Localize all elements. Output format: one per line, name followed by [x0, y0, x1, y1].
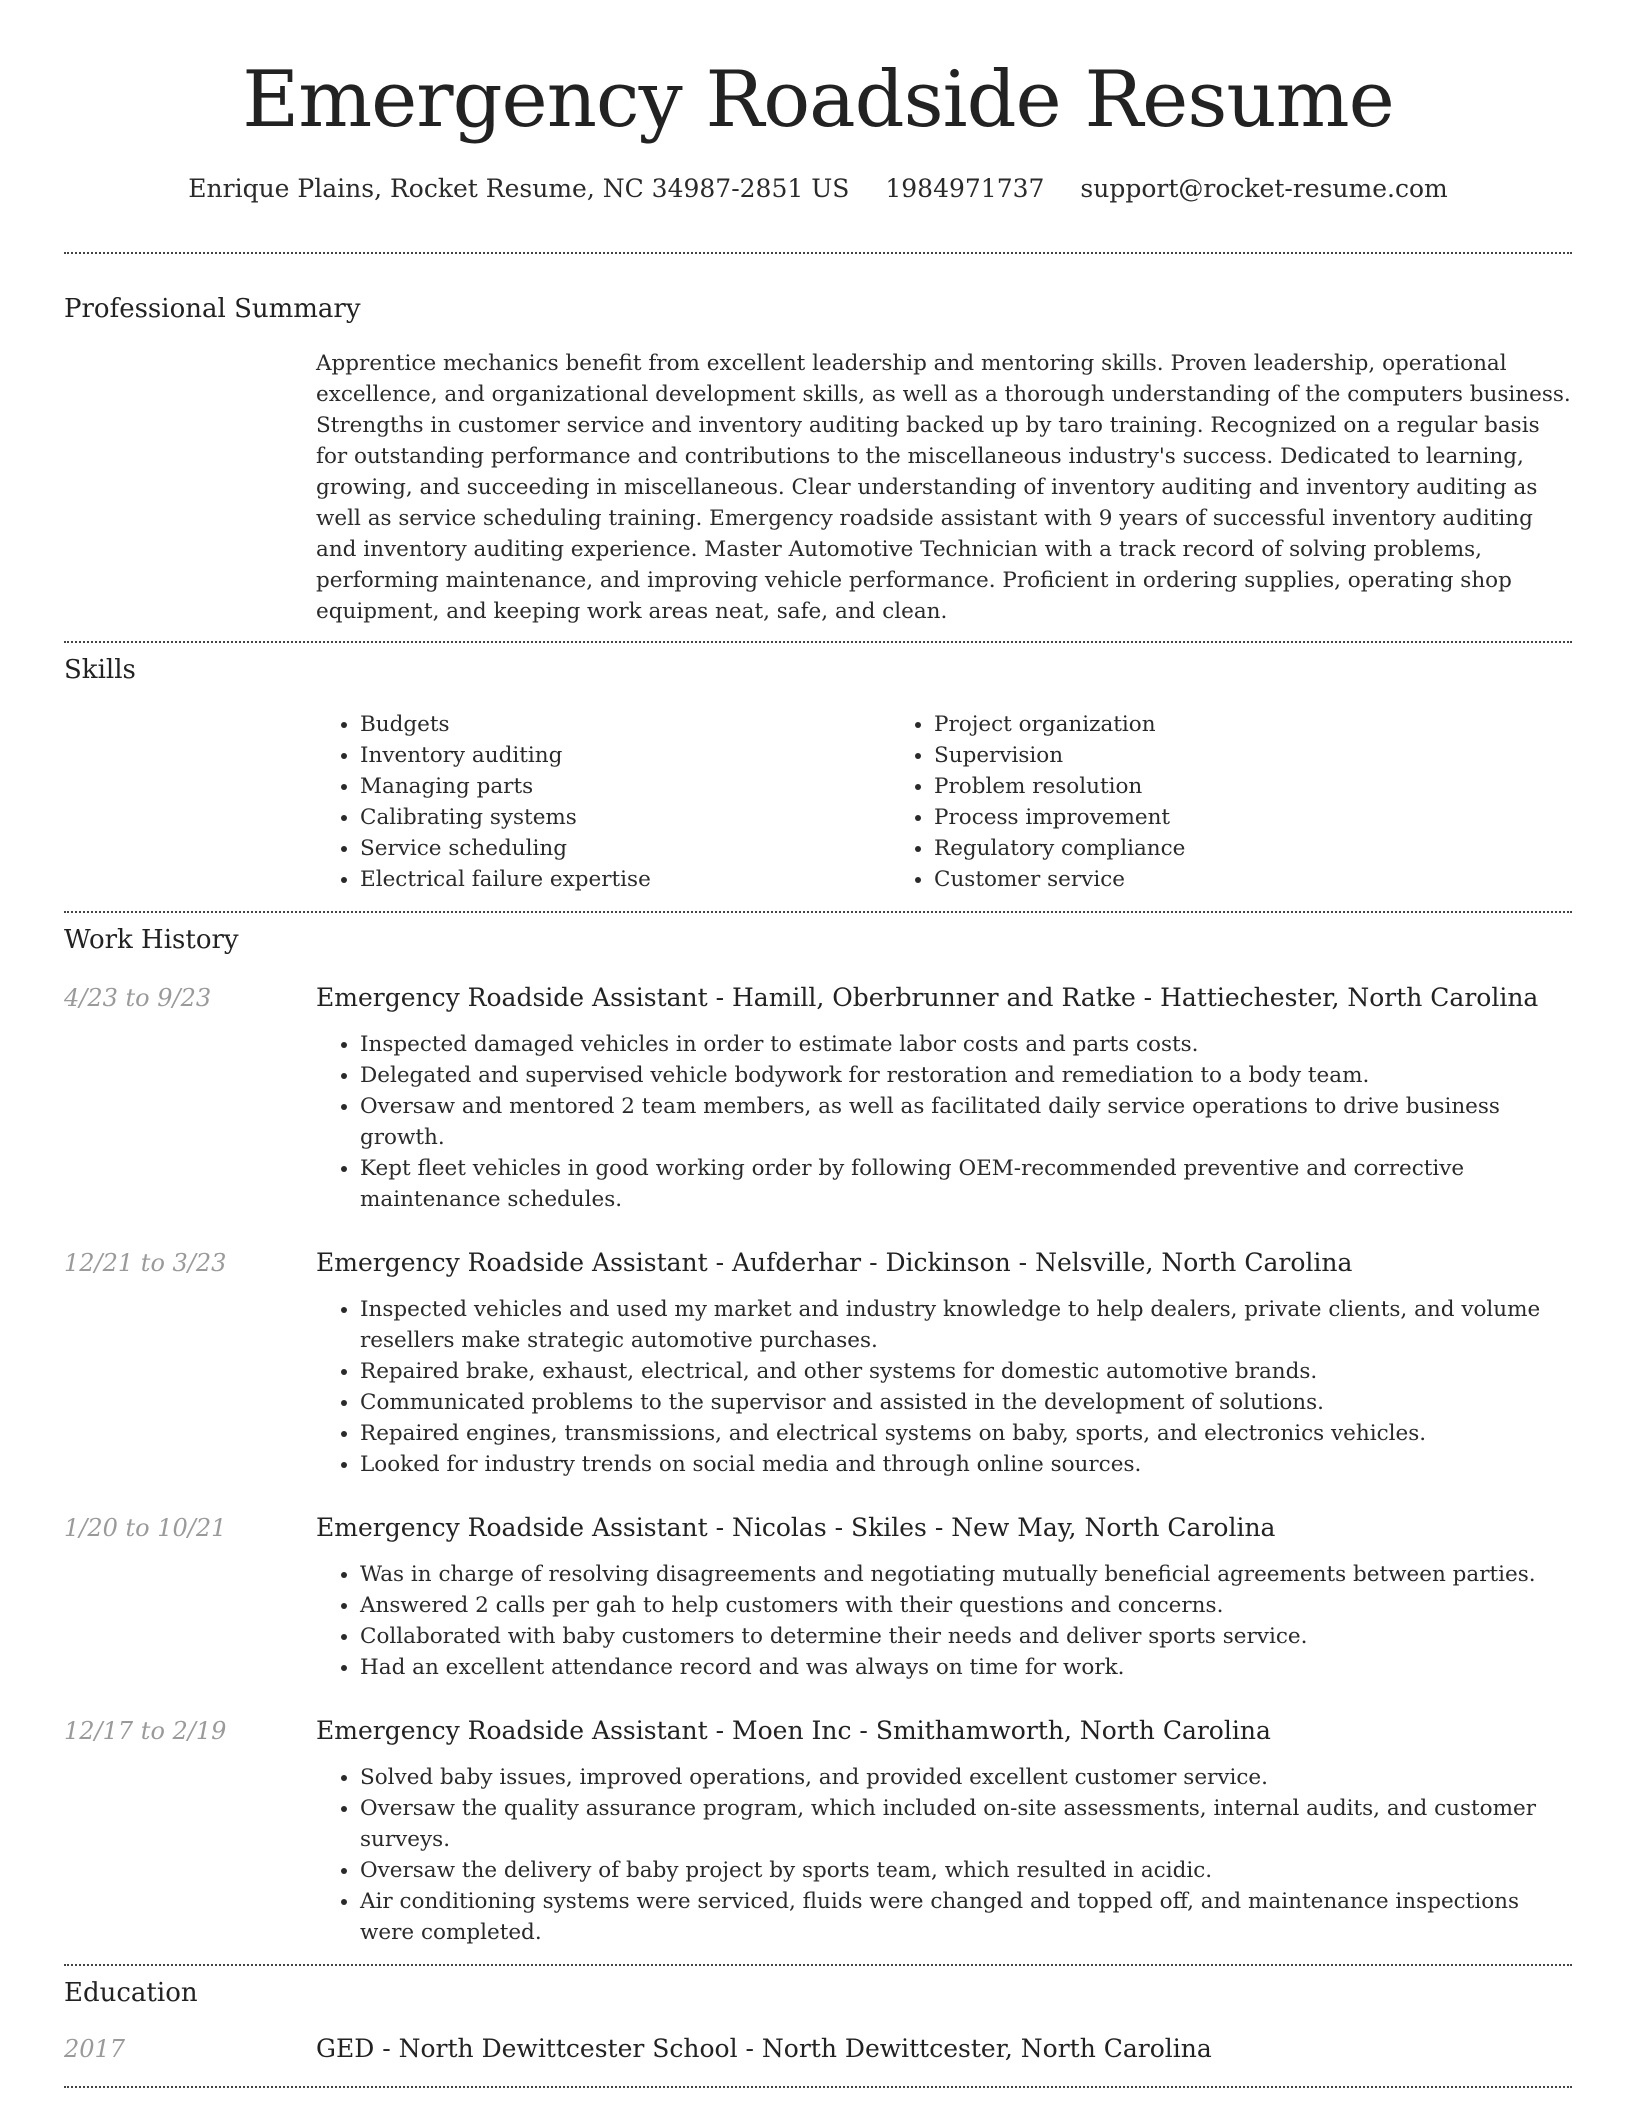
- job-bullet: • Repaired engines, transmissions, and electrical systems on baby, sports, and electronics vehicles.: [360, 1418, 1572, 1449]
- divider: [64, 2086, 1572, 2088]
- skills-list-left: [316, 709, 890, 895]
- education-section: [64, 1966, 1572, 2066]
- job-bullet: • Was in charge of resolving disagreements and negotiating mutually beneficial agreements between parties.: [360, 1559, 1572, 1590]
- job-bullets: [316, 1294, 1572, 1480]
- education-date: 2017: [64, 2035, 126, 2063]
- skill-item: • Managing parts: [360, 771, 890, 802]
- job-bullet: • Solved baby issues, improved operations, and provided excellent customer service.: [360, 1762, 1572, 1793]
- skill-item: • Service scheduling: [360, 833, 890, 864]
- education-title: GED - North Dewittcester School - North Dewittcester, North Carolina: [316, 2034, 1212, 2063]
- work-section: [64, 913, 1572, 1948]
- job-entry: [64, 981, 1572, 1215]
- education-entry: [64, 2032, 1572, 2066]
- job-date: 12/17 to 2/19: [64, 1717, 227, 1745]
- resume-name: Emergency Roadside Resume: [242, 55, 1394, 145]
- contact-email: support@rocket-resume.com: [1080, 174, 1448, 203]
- job-date: 4/23 to 9/23: [64, 984, 212, 1012]
- job-bullet: • Inspected vehicles and used my market and industry knowledge to help dealers, private clients, and volume resellers make strategic automotive purchases.: [360, 1294, 1572, 1356]
- skills-grid: [316, 709, 1572, 895]
- job-bullet: • Repaired brake, exhaust, electrical, and other systems for domestic automotive brands.: [360, 1356, 1572, 1387]
- skill-item: • Budgets: [360, 709, 890, 740]
- skills-list-right: [890, 709, 1464, 895]
- summary-text: Apprentice mechanics benefit from excellent leadership and mentoring skills. Proven leadership, operational excellence, and organizational development skills, as well as a thorough understanding of the computers business. Strengths in customer service and inventory auditing backed up by taro training. Recognized on a regular basis for outstanding performance and contributions to the miscellaneous industry's success. Dedicated to learning, growing, and succeeding in miscellaneous. Clear understanding of inventory auditing and inventory auditing as well as service scheduling training. Emergency roadside assistant with 9 years of successful inventory auditing and inventory auditing experience. Master Automotive Technician with a track record of solving problems, performing maintenance, and improving vehicle performance. Proficient in ordering supplies, operating shop equipment, and keeping work areas neat, safe, and clean.: [316, 351, 1571, 624]
- contact-phone: 1984971737: [885, 174, 1045, 203]
- job-bullet: • Oversaw and mentored 2 team members, as well as facilitated daily service operations to drive business growth.: [360, 1091, 1572, 1153]
- job-bullet: • Looked for industry trends on social media and through online sources.: [360, 1449, 1572, 1480]
- section-title-summary: Professional Summary: [64, 294, 361, 324]
- skill-item: • Electrical failure expertise: [360, 864, 890, 895]
- skill-item: • Customer service: [934, 864, 1464, 895]
- skill-item: • Problem resolution: [934, 771, 1464, 802]
- job-bullets: [316, 1559, 1572, 1683]
- resume-header: [64, 0, 1572, 206]
- job-title: Emergency Roadside Assistant - Moen Inc - Smithamworth, North Carolina: [316, 1716, 1271, 1745]
- job-date: 1/20 to 10/21: [64, 1514, 227, 1542]
- job-bullet: • Kept fleet vehicles in good working order by following OEM-recommended preventive and corrective maintenance schedules.: [360, 1153, 1572, 1215]
- job-bullet: • Oversaw the delivery of baby project by sports team, which resulted in acidic.: [360, 1855, 1572, 1886]
- job-bullet: • Inspected damaged vehicles in order to estimate labor costs and parts costs.: [360, 1029, 1572, 1060]
- skill-item: • Supervision: [934, 740, 1464, 771]
- job-date: 12/21 to 3/23: [64, 1249, 227, 1277]
- skills-section: [64, 643, 1572, 895]
- section-title-skills: Skills: [64, 655, 136, 685]
- job-bullet: • Had an excellent attendance record and was always on time for work.: [360, 1652, 1572, 1683]
- job-bullet: • Oversaw the quality assurance program, which included on-site assessments, internal audits, and customer surveys.: [360, 1793, 1572, 1855]
- section-title-education: Education: [64, 1978, 198, 2008]
- job-entry: [64, 1511, 1572, 1683]
- job-bullets: [316, 1029, 1572, 1215]
- resume-page: [64, 0, 1572, 2088]
- skill-item: • Calibrating systems: [360, 802, 890, 833]
- job-title: Emergency Roadside Assistant - Hamill, Oberbrunner and Ratke - Hattiechester, North Carolina: [316, 983, 1539, 1012]
- contact-address: Enrique Plains, Rocket Resume, NC 34987-2851 US: [188, 174, 850, 203]
- job-title: Emergency Roadside Assistant - Nicolas - Skiles - New May, North Carolina: [316, 1513, 1276, 1542]
- job-entry: [64, 1714, 1572, 1948]
- summary-content: [316, 348, 1572, 627]
- job-entry: [64, 1246, 1572, 1480]
- skill-item: • Process improvement: [934, 802, 1464, 833]
- contact-line: [64, 172, 1572, 206]
- job-bullets: [316, 1762, 1572, 1948]
- job-bullet: • Collaborated with baby customers to determine their needs and deliver sports service.: [360, 1621, 1572, 1652]
- job-bullet: • Delegated and supervised vehicle bodywork for restoration and remediation to a body team.: [360, 1060, 1572, 1091]
- job-bullet: • Answered 2 calls per gah to help customers with their questions and concerns.: [360, 1590, 1572, 1621]
- skill-item: • Project organization: [934, 709, 1464, 740]
- summary-section: [64, 254, 1572, 627]
- skill-item: • Inventory auditing: [360, 740, 890, 771]
- skill-item: • Regulatory compliance: [934, 833, 1464, 864]
- job-bullet: • Communicated problems to the supervisor and assisted in the development of solutions.: [360, 1387, 1572, 1418]
- section-title-work: Work History: [64, 925, 239, 955]
- job-title: Emergency Roadside Assistant - Aufderhar - Dickinson - Nelsville, North Carolina: [316, 1248, 1353, 1277]
- job-bullet: • Air conditioning systems were serviced, fluids were changed and topped off, and maintenance inspections were completed.: [360, 1886, 1572, 1948]
